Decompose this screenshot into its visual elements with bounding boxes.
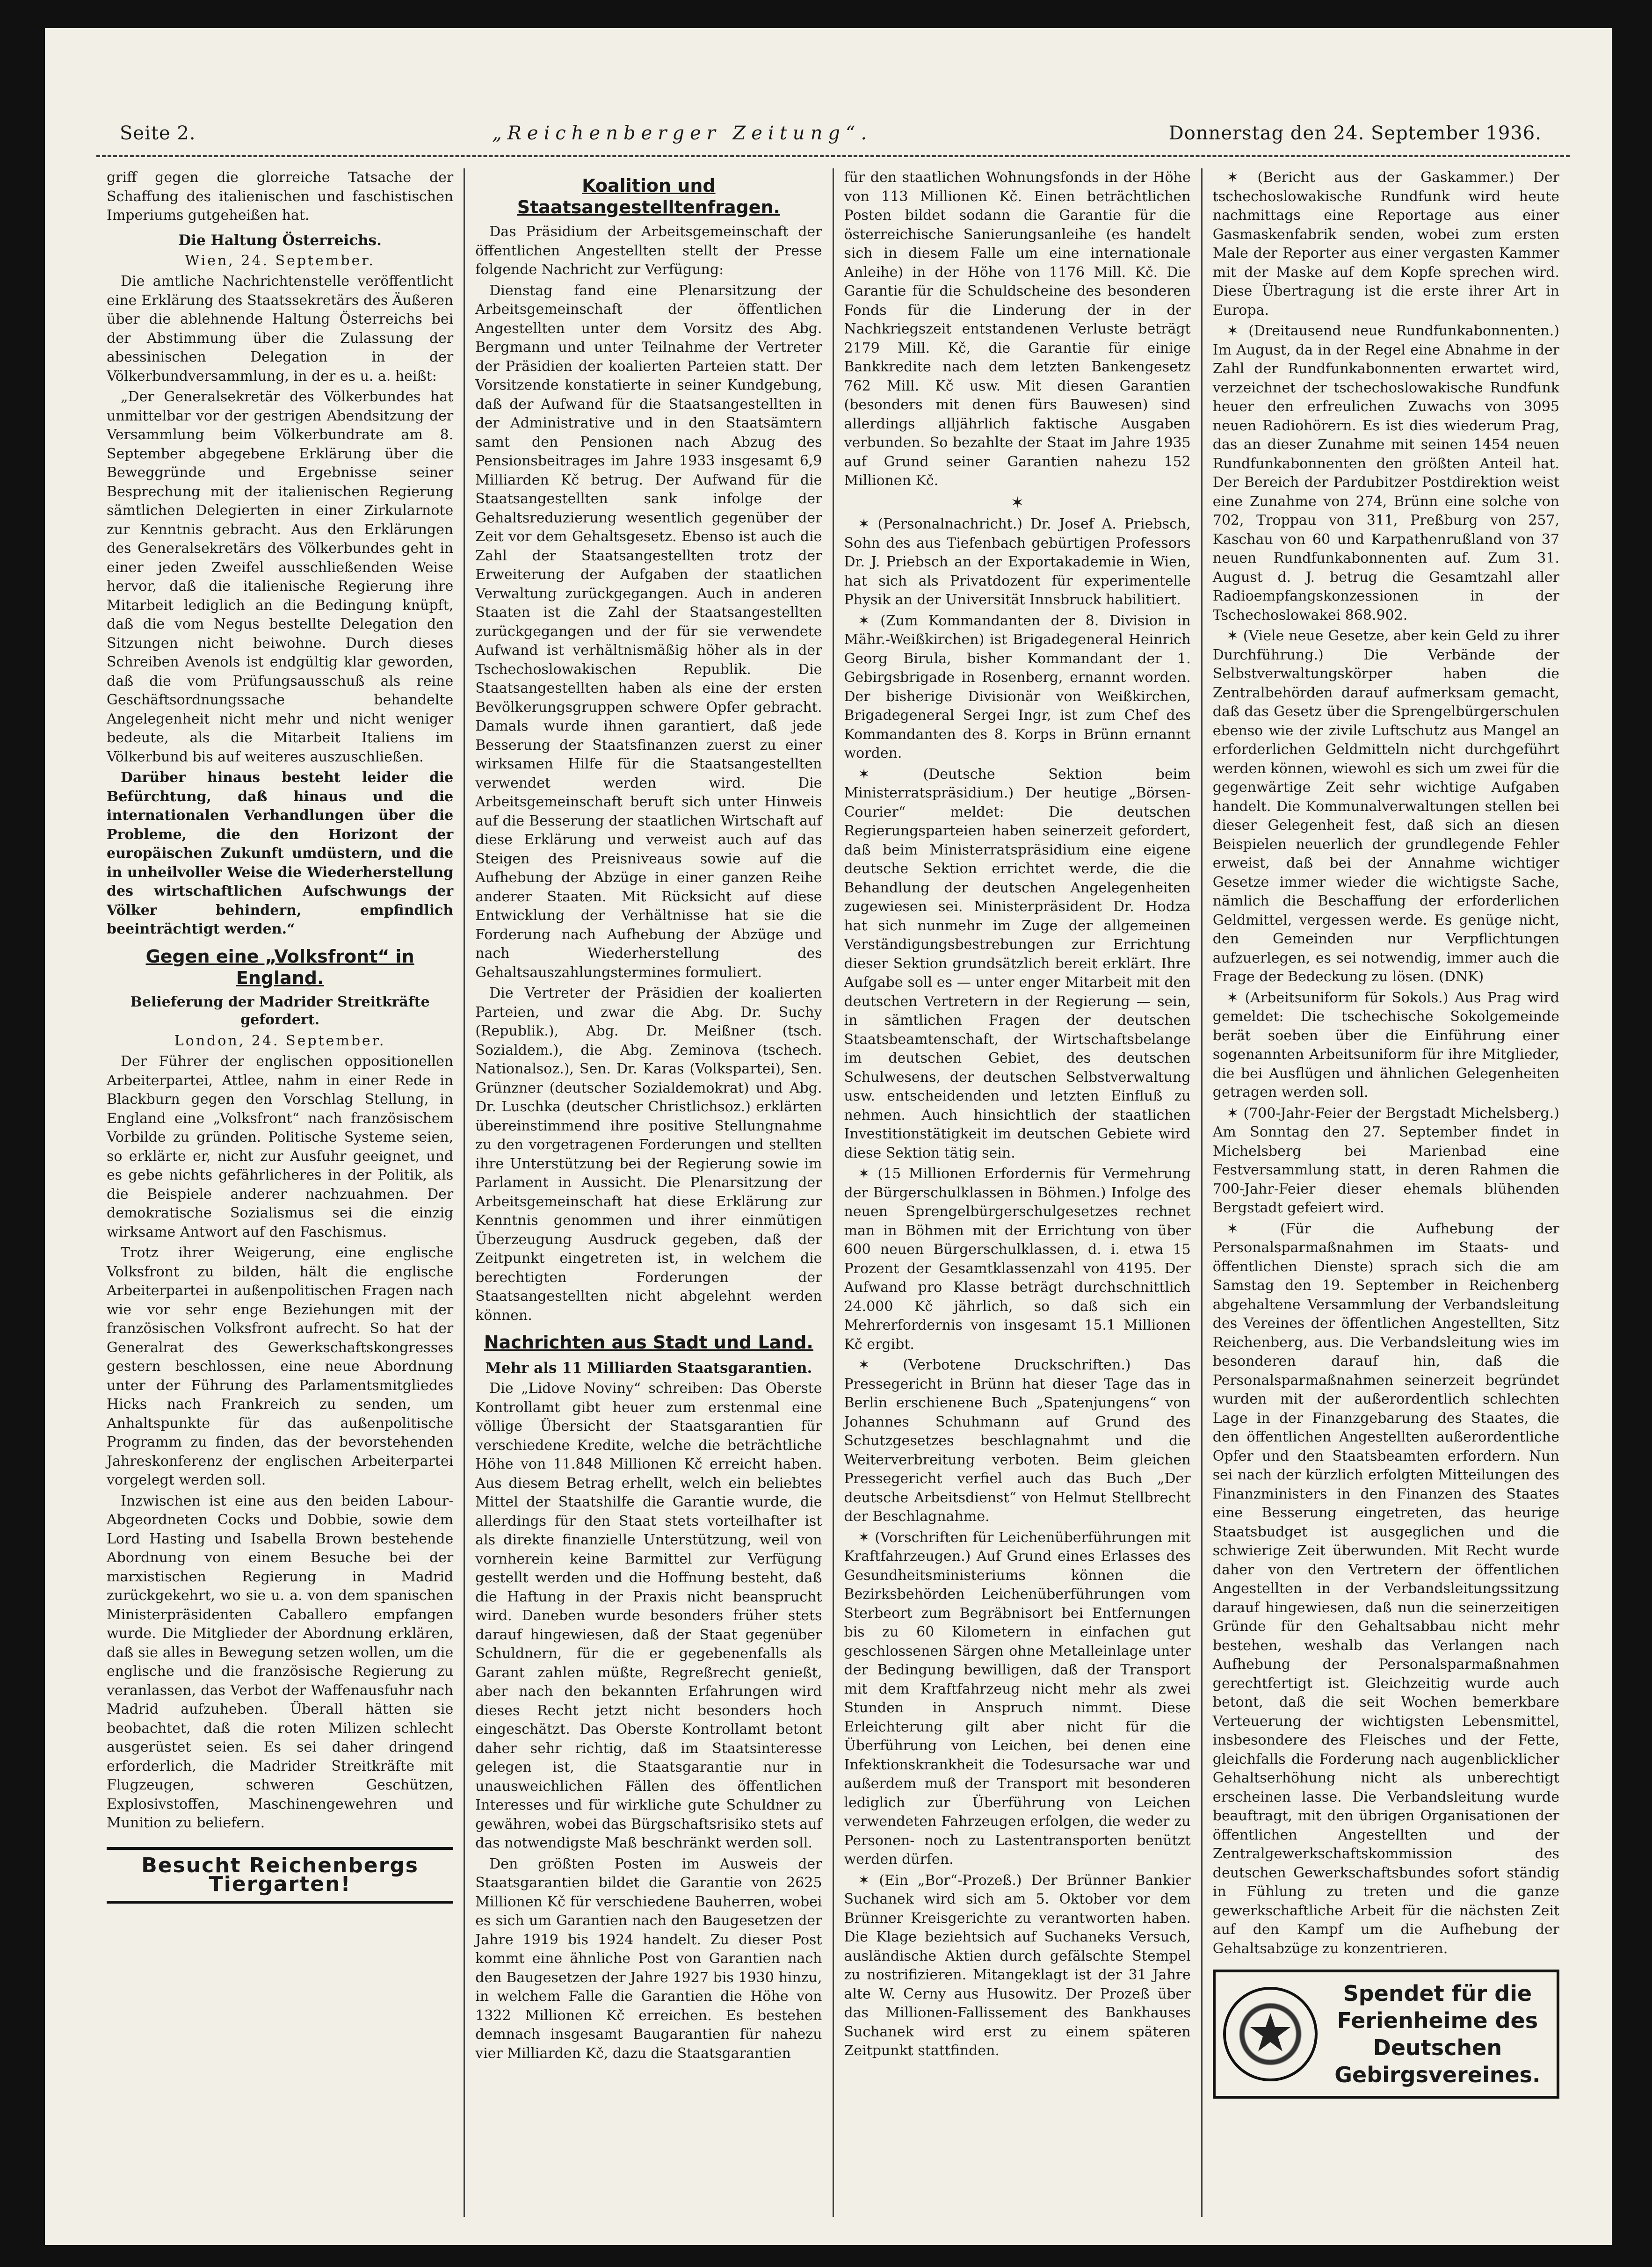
paragraph: Inzwischen ist eine aus den beiden Labour-Abgeordneten Cocks und Dobbie, sowie dem Lord Hasting und Isabella Brown bestehende Abordnung von einem Besuche bei der marxistischen Regierung in Madrid zurückgekehrt, wo sie u. a. von dem spanischen Ministerpräsidenten Caballero empfangen wurde. Die Mitglieder der Abordnung erklären, daß sie alles in Bewegung setzen wollen, um die englische und die französische Regierung zu veranlassen, das Verbot der Waffenausfuhr nach Madrid aufzuheben. Überall hätten sie beobachtet, daß die roten Milizen schlecht ausgerüstet seien. Es sei daher dringend erforderlich, die Madrider Streitkräfte mit Flugzeugen, schweren Geschützen, Explosivstoffen, Maschinengewehren und Munition zu beliefern. xyxy=(107,1492,454,1831)
paragraph: Der Führer der englischen oppositionellen Arbeiterpartei, Attlee, nahm in einer Rede in Blackburn gegen den Vorschlag Stellung, in England eine „Volksfront“ nach französischem Vorbilde zu gründen. Politische Systeme seien, so erklärte er, nicht zur Ausfuhr geeignet, und es gebe nichts gefährlicheres in der Politik, als die Beispiele anderer nachzuahmen. Der demokratische Sozialismus sei die einzig wirksame Antwort auf den Faschismus. xyxy=(107,1053,454,1240)
paragraph: „Der Generalsekretär des Völkerbundes hat unmittelbar vor der gestrigen Abendsitzung der Versammlung beim Völkerbundrate am 8. September abgegebene Erklärung über die Beweggründe und Ergebnisse seiner Besprechung mit der italienischen Regierung sämtlichen Delegierten in einer Zirkularnote zur Kenntnis gebracht. Aus den Erklärungen des Generalsekretärs des Völkerbundes geht in einer jeden Zweifel ausschließenden Weise hervor, daß die italienische Regierung ihre Mitarbeit lediglich an die Bedingung knüpft, daß die vom Negus bestellte Delegation den Sitzungen nicht beiwohne. Durch dieses Schreiben Avenols ist endgültig klar geworden, daß die vom Prüfungsausschuß als reine Geschäftsordnungssache behandelte Angelegenheit nicht mehr und nicht weniger bedeute, als die Mitarbeit Italiens im Völkerbund bis auf weiteres auszuschließen. xyxy=(107,389,454,765)
column-2 xyxy=(464,168,832,2217)
article-columns xyxy=(96,168,1570,2217)
donation-ad-text: Spendet für die Ferienheime des Deutschen Gebirgsvereines. xyxy=(1334,1981,1541,2087)
article-continuation: griff gegen die glorreiche Tatsache der Schaffung des italienischen und faschistischen Imperiums gutgeheißen hat. xyxy=(107,169,454,224)
column-3 xyxy=(833,168,1201,2217)
news-item: ✶ (Viele neue Gesetze, aber kein Geld zu ihrer Durchführung.) Die Verbände der Selbstverwaltungskörper haben die Zentralbehörden darauf aufmerksam gemacht, daß das Gesetz über die Sprengelbürgerschulen ebenso wie der zivile Luftschutz aus Mangel an erforderlichen Geldmitteln nicht durchgeführt werden können, wiewohl es sich um zwei für die gegenwärtige Zeit sehr wichtige Aufgaben handelt. Die Kommunalverwaltungen stellen bei dieser Gelegenheit fest, daß sich an diesen Beispielen neuerlich der grundlegende Fehler erweist, daß bei der Annahme wichtiger Gesetze immer wieder die wichtigste Sache, nämlich die Beschaffung der erforderlichen Geldmittel, vergessen werde. Es genüge nicht, den Gemeinden nur Verpflichtungen aufzuerlegen, es sei notwendig, immer auch die Frage der Bedeckung zu lösen. (DNK) xyxy=(1212,628,1559,985)
column-1 xyxy=(96,168,464,2217)
paragraph: Die „Lidove Noviny“ schreiben: Das Oberste Kontrollamt gibt heuer zum erstenmal eine völlige Übersicht der Staatsgarantien für verschiedene Kredite, welche die beträchtliche Höhe von 11.848 Millionen Kč erreicht haben. Aus diesem Betrag erhellt, welch ein beliebtes Mittel der Staatshilfe die Garantie wurde, die allerdings für den Staat stets vorteilhafter ist als direkte finanzielle Unterstützung, weil von vornherein keine Barmittel zur Verfügung gestellt werden und die Hoffnung besteht, daß die Haftung in der Praxis nicht beansprucht wird. Daneben wurde besonders früher stets darauf hingewiesen, daß der Staat gegenüber Schuldnern, für die er gegebenenfalls als Garant zahlen müßte, Regreßrecht genießt, aber nach den bekannten Erfahrungen wird dieses Recht jetzt nicht besonders hoch eingeschätzt. Das Oberste Kontrollamt betont daher sehr richtig, daß im Staatsinteresse gelegen ist, die Staatsgarantie nur in unausweichlichen Fällen des öffentlichen Interesses und für wirkliche gute Schuldner zu gewähren, wobei das Bürgschaftsrisiko stets auf das notwendigste Maß beschränkt werden soll. xyxy=(475,1380,822,1851)
paragraph: Dienstag fand eine Plenarsitzung der Arbeitsgemeinschaft der öffentlichen Angestellten unter dem Vorsitz des Abg. Bergmann und unter Teilnahme der Vertreter der Präsidien der koalierten Parteien statt. Der Vorsitzende konstatierte in seiner Kundgebung, daß der Aufwand für die Staatsangestellten in der Administrative und in den Staatsämtern samt den Pensionen nach Abzug des Pensionsbeitrages im Jahre 1933 insgesamt 6,9 Milliarden Kč betrug. Der Aufwand für die Staatsangestellten sank infolge der Gehaltsreduzierung wesentlich gegenüber der Zeit vor dem Gehaltsgesetz. Ebenso ist auch die Zahl der Staatsangestellten trotz der Erweiterung der Aufgaben der staatlichen Verwaltung zurückgegangen. Auch in anderen Staaten ist die Zahl der Staatsangestellten zurückgegangen und der für sie verwendete Aufwand ist verhältnismäßig höher als in der Tschechoslowakischen Republik. Die Staatsangestellten haben als eine der ersten Bevölkerungsgruppen schwere Opfer gebracht. Damals wurde ihnen garantiert, daß jede Besserung der Staatsfinanzen zuerst zu einer wirksamen Hilfe für die Staatsangestellten verwendet werden wird. Die Arbeitsgemeinschaft beruft sich unter Hinweis auf die Besserung der staatlichen Wirtschaft auf diese Erklärung und verweist auch auf das Steigen des Preisniveaus sowie auf die Aufhebung der Abzüge in einer ganzen Reihe anderer Staaten. Mit Rücksicht auf diese Entwicklung der Verhältnisse hat sie die Forderung nach Aufhebung der Abzüge und nach Wiederherstellung des Gehaltsauszahlungstermines formuliert. xyxy=(475,282,822,981)
subheadline-england: Belieferung der Madrider Streitkräfte gefordert. xyxy=(130,993,430,1028)
issue-date: Donnerstag den 24. September 1936. xyxy=(1168,123,1542,144)
column-4 xyxy=(1201,168,1570,2217)
news-item: ✶ (Zum Kommandanten der 8. Division in Mähr.-Weißkirchen) ist Brigadegeneral Heinrich Georg Birula, bisher Kommandant der 1. Gebirgsbrigade in Rosenberg, ernannt worden. Der bisherige Divisionär von Weißkirchen, Brigadegeneral Sergei Ingr, ist zum Chef des Kommandanten des 8. Korps in Brünn ernannt worden. xyxy=(844,612,1191,761)
tiergarten-ad: Besucht Reichenbergs Tiergarten! xyxy=(107,1847,453,1904)
news-item: ✶ (Deutsche Sektion beim Ministerratspräsidium.) Der heutige „Börsen-Courier“ meldet: Die deutschen Regierungsparteien haben seinerzeit gefordert, daß beim Ministerratspräsidium eine eigene deutsche Sektion errichtet werde, die die Behandlung der deutschen Angelegenheiten zugewiesen sei. Ministerpräsident Dr. Hodza hat sich nunmehr im Zuge der allgemeinen Verständigungsbestrebungen zur Errichtung dieser Sektion grundsätzlich bereit erklärt. Ihre Aufgabe soll es — unter enger Mitarbeit mit den deutschen Vertretern in der Regierung — sein, in sämtlichen Fragen der deutschen Staatsbeamtenschaft, der Wirtschaftsbelange im deutschen Gebiet, des deutschen Schulwesens, der deutschen Selbstverwaltung usw. entscheidenden und letzten Einfluß zu nehmen. Auch hinsichtlich der staatlichen Investitionstätigkeit im deutschen Gebiete wird diese Sektion tätig sein. xyxy=(844,766,1191,1161)
news-item: ✶ (Ein „Bor“-Prozeß.) Der Brünner Bankier Suchanek wird sich am 5. Oktober vor dem Brünner Kreisgerichte zu verantworten haben. Die Klage beziehtsich auf Suchaneks Versuch, ausländische Aktien durch gefälschte Stempel zu nostrifizieren. Mitangeklagt ist der 31 Jahre alte W. Cerny aus Husowitz. Der Prozeß über das Millionen-Fallissement des Bankhauses Suchanek wird erst zu einem späteren Zeitpunkt stattfinden. xyxy=(844,1872,1191,2059)
dateline-london: London, 24. September. xyxy=(174,1032,386,1049)
news-item: ✶ (700-Jahr-Feier der Bergstadt Michelsberg.) Am Sonntag den 27. September findet in Michelsberg bei Marienbad eine Festversammlung statt, in deren Rahmen die 700-Jahr-Feier dieser ehemals blühenden Bergstadt gefeiert wird. xyxy=(1212,1105,1559,1216)
news-item: ✶ (Vorschriften für Leichenüberführungen mit Kraftfahrzeugen.) Auf Grund eines Erlasses des Gesundheitsministeriums können die Bezirksbehörden Leichenüberführungen vom Sterbeort zum Begräbnisort bei Entfernungen bis zu 60 Kilometern in einfachen gut geschlossenen Särgen ohne Metalleinlage unter der Bedingung bewilligen, daß der Transport mit dem Kraftfahrzeug nicht mehr als zwei Stunden in Anspruch nimmt. Diese Erleichterung gilt aber nicht für die Überführung von Leichen, bei denen eine Infektionskrankheit die Todesursache war und außerdem muß der Transport mit besonderen lediglich zur Überführung von Leichen verwendeten Fahrzeugen erfolgen, die weder zu Personen- noch zu Lastentransporten benützt werden dürfen. xyxy=(844,1529,1191,1868)
separator-star: ✶ xyxy=(1010,493,1024,512)
page-number: Seite 2. xyxy=(120,123,196,144)
page-header xyxy=(120,117,1542,150)
paragraph: Den größten Posten im Ausweis der Staatsgarantien bildet die Garantie von 2625 Millionen Kč für verschiedene Bauherren, wobei es sich um Garantien nach den Baugesetzen der Jahre 1919 bis 1924 handelt. Zu dieser Post kommt eine ähnliche Post von Garantien nach den Baugesetzen der Jahre 1927 bis 1930 hinzu, in welchem Falle die Garantien die Höhe von 1322 Millionen Kč erreichen. Es bestehen demnach insgesamt Baugarantien für nahezu vier Milliarden Kč, dazu die Staatsgarantien xyxy=(475,1855,822,2062)
newspaper-page xyxy=(45,28,1612,2245)
news-item: ✶ (Bericht aus der Gaskammer.) Der tschechoslowakische Rundfunk wird heute nachmittags eine Reportage aus einer Gasmaskenfabrik senden, wobei zum ersten Male der Reporter aus einer vergasten Kammer mit der Maske auf dem Kopfe sprechen wird. Diese Übertragung ist die erste ihrer Art in Europa. xyxy=(1212,169,1559,319)
donation-ad xyxy=(1213,1970,1559,2099)
news-item: ✶ (Für die Aufhebung der Personalsparmaßnahmen im Staats- und öffentlichen Dienste) sprach sich die am Samstag den 19. September in Reichenberg abgehaltene Versammlung der Verbandsleitung des Vereines der öffentlichen Angestellten, Sitz Reichenberg, aus. Die Verbandsleitung wies im besonderen darauf hin, daß die Personalsparmaßnahmen seinerzeit begründet wurden mit der außerordentlich schlechten Lage in der Finanzgebarung des Staates, die den öffentlichen Angestellten außerordentliche Opfer und den Staatsbeamten erfordern. Nun sei nach der kürzlich erfolgten Mitteilungen des Finanzministers in den Finanzen des Staates eine Besserung eingetreten, das heurige Staatsbudget ist ausgeglichen und die schwierige Zeit überwunden. Mit Recht wurde daher von den Vertretern der öffentlichen Angestellten in der Verbandsleitungssitzung darauf hingewiesen, daß nun die seinerzeitigen Gründe für den Gehaltsabbau nicht mehr bestehen, weshalb das Verlangen nach Aufhebung der Personalsparmaßnahmen gerechtfertigt ist. Gleichzeitig wurde auch betont, daß die seit Wochen bemerkbare Verteuerung der wichtigsten Lebensmittel, insbesondere des Fleisches und der Fette, gleichfalls die Forderung nach augenblicklicher Gehaltserhöhung nicht als unberechtigt erscheinen lasse. Die Verbandsleitung wurde beauftragt, mit den übrigen Organisationen der öffentlichen Angestellten und der Zentralgewerkschaftskommission des deutschen Gewerkschaftsbundes sofort ständig in Fühlung zu treten und die ganze gewerkschaftliche Arbeit für die nächsten Zeit auf den Kampf um die Aufhebung der Gehaltsabzüge zu konzentrieren. xyxy=(1212,1220,1559,1957)
paragraph: Darüber hinaus besteht leider die Befürchtung, daß hinaus und die internationalen Verhandlungen über die Probleme, die den Horizont der europäischen Zukunft umdüstern, und die in unheilvoller Weise die Wiederherstellung des wirtschaftlichen Aufschwungs der Völker behindern, empfindlich beeinträchtigt werden.“ xyxy=(107,769,454,937)
headline-local-news: Nachrichten aus Stadt und Land. xyxy=(484,1332,813,1353)
headline-england: Gegen eine „Volksfront“ in England. xyxy=(145,946,414,988)
paragraph: Das Präsidium der Arbeitsgemeinschaft der öffentlichen Angestellten stellt der Presse folgende Nachricht zur Verfügung: xyxy=(475,224,822,278)
paragraph: Die amtliche Nachrichtenstelle veröffentlicht eine Erklärung des Staatssekretärs des Äußeren über die ablehnende Haltung Österreichs bei der Abstimmung über die Zulassung der abessinischen Delegation in der Völkerbundversammlung, in der es u. a. heißt: xyxy=(107,273,454,384)
dateline-vienna: Wien, 24. September. xyxy=(185,252,375,269)
newspaper-title: „Reichenberger Zeitung“. xyxy=(492,123,873,144)
news-item: ✶ (Personalnachricht.) Dr. Josef A. Priebsch, Sohn des aus Tiefenbach gebürtigen Professors Dr. J. Priebsch an der Exportakademie in Wien, hat sich als Privatdozent für experimentelle Physik an der Universität Innsbruck habilitiert. xyxy=(844,516,1191,608)
news-item: ✶ (15 Millionen Erfordernis für Vermehrung der Bürgerschulklassen in Böhmen.) Infolge des neuen Sprengelbürgerschulgesetzes rechnet man in Böhmen mit der Errichtung von über 600 neuen Bürgerschulklassen, d. i. etwa 15 Prozent der Gesamtklassenzahl von 4195. Der Aufwand pro Klasse beträgt durchschnittlich 24.000 Kč jährlich, so daß sich ein Mehrerfordernis von insgesamt 15.1 Millionen Kč ergibt. xyxy=(844,1166,1191,1353)
emblem-icon xyxy=(1223,1987,1318,2081)
paragraph: Die Vertreter der Präsidien der koalierten Parteien, und zwar die Abg. Dr. Suchy (Republik.), Abg. Dr. Meißner (tsch. Sozialdem.), die Abg. Zeminova (tschech. Nationalsoz.), Sen. Dr. Karas (Volkspartei), Sen. Grünzner (deutscher Sozialdemokrat) und Abg. Dr. Luschka (deutscher Christlichsoz.) erklärten übereinstimmend ihre positive Stellungnahme zu den vorgetragenen Forderungen und stellten ihre Unterstützung bei der Regierung sowie im Parlament in Aussicht. Die Plenarsitzung der Arbeitsgemeinschaft hat diese Erklärung zur Kenntnis genommen und ihrer einmütigen Überzeugung Ausdruck gegeben, daß der Zeitpunkt eingetreten ist, in welchem die berechtigten Forderungen der Staatsangestellten nicht abgelehnt werden können. xyxy=(475,985,822,1324)
headline-coalition: Koalition und Staatsangestelltenfragen. xyxy=(517,175,780,217)
news-item: ✶ (Verbotene Druckschriften.) Das Pressegericht in Brünn hat dieser Tage das in Berlin erschienene Buch „Spatenjungens“ von Johannes Schuhmann auf Grund des Schutzgesetzes beschlagnahmt und die Weiterverbreitung verboten. Beim gleichen Pressegericht verfiel auch das Buch „Der deutsche Arbeitsdienst“ von Helmut Stellbrecht der Beschlagnahme. xyxy=(844,1357,1191,1525)
paragraph: Trotz ihrer Weigerung, eine englische Volksfront zu bilden, hält die englische Arbeiterpartei in außenpolitischen Fragen nach wie vor sehr enge Beziehungen mit der französischen Volksfront aufrecht. So hat der Generalrat des Gewerkschaftskongresses gestern beschlossen, eine neue Abordnung unter der Führung des Parlamentsmitgliedes Hicks nach Frankreich zu senden, um Anhaltspunkte für das außenpolitische Programm zu finden, das der bevorstehenden Jahreskonferenz der englischen Arbeiterpartei vorgelegt werden soll. xyxy=(107,1245,454,1488)
headline-austria: Die Haltung Österreichs. xyxy=(178,232,382,249)
news-item: ✶ (Dreitausend neue Rundfunkabonnenten.) Im August, da in der Regel eine Abnahme in der Zahl der Rundfunkabonnenten erwartet wird, verzeichnet der tschechoslowakische Rundfunk heuer den erfreulichen Zuwachs von 3095 neuen Radiohörern. Es ist dies wiederum Prag, das an dieser Zunahme mit seinen 1454 neuen Rundfunkabonnenten den größten Anteil hat. Der Bereich der Pardubitzer Postdirektion weist eine Zunahme von 274, Brünn eine solche von 702, Troppau von 311, Preßburg von 257, Kaschau von 60 und Karpathenrußland von 37 neuen Rundfunkabonnenten auf. Zum 31. August d. J. betrug die Gesamtzahl aller Radioempfangskonzessionen in der Tschechoslowakei 868.902. xyxy=(1212,323,1559,623)
paragraph: für den staatlichen Wohnungsfonds in der Höhe von 113 Millionen Kč. Einen beträchtlichen Posten bildet sodann die Garantie für die österreichische Sanierungsanleihe (es handelt sich in diesem Falle um eine internationale Anleihe) in der Höhe von 1176 Mill. Kč. Die Garantie für die Schuldscheine des besonderen Fonds für die Linderung der in der Nachkriegszeit entstandenen Verluste beträgt 2179 Mill. Kč, die Garantie für einige Bankkredite nach dem letzten Bankengesetz 762 Mill. Kč usw. Mit diesen Garantien (besonders mit denen fürs Bauwesen) sind allerdings alljährlich faktische Ausgaben verbunden. So bezahlte der Staat im Jahre 1935 auf Grund seiner Garantien nahezu 152 Millionen Kč. xyxy=(844,169,1191,489)
header-rule xyxy=(96,155,1570,157)
news-item: ✶ (Arbeitsuniform für Sokols.) Aus Prag wird gemeldet: Die tschechische Sokolgemeinde berät soeben über die Einführung einer sogenannten Arbeitsuniform für ihre Mitglieder, die bei Ausflügen und ähnlichen Gelegenheiten getragen werden soll. xyxy=(1212,989,1559,1101)
subheadline-guarantees: Mehr als 11 Milliarden Staatsgarantien. xyxy=(485,1360,812,1376)
